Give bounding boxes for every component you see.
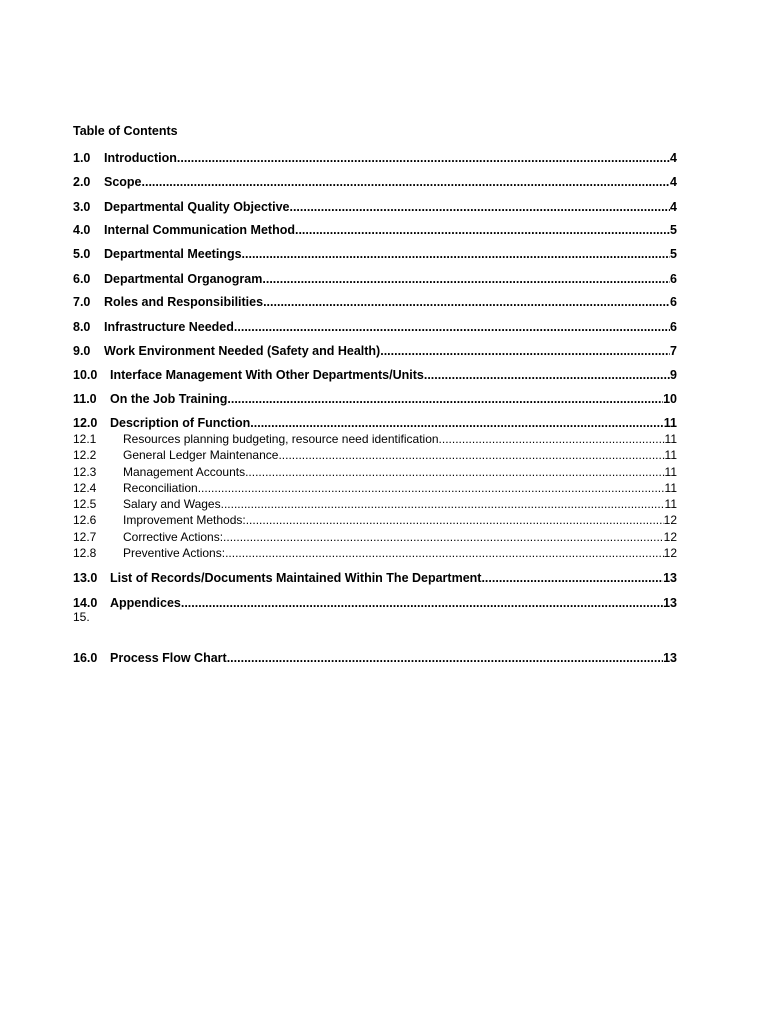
- toc-subentry-label: Preventive Actions:: [123, 546, 226, 560]
- toc-subentry-resources-planning[interactable]: [73, 432, 677, 447]
- toc-subentry-number: 12.1: [73, 432, 97, 446]
- toc-entry-page: 4: [670, 151, 677, 165]
- toc-stray-number: 15.: [73, 610, 90, 624]
- toc-subentry-label: Management Accounts: [123, 465, 246, 479]
- toc-entry-number: 13.0: [73, 571, 98, 585]
- toc-entry-number: 2.0: [73, 175, 91, 189]
- toc-entry-label: Appendices: [110, 596, 181, 610]
- toc-subentry-label: Salary and Wages: [123, 497, 221, 511]
- toc-leader-dots: [262, 271, 670, 287]
- toc-entry-scope[interactable]: [73, 174, 677, 190]
- toc-leader-dots: [246, 513, 664, 528]
- toc-subentry-page: 11: [664, 481, 677, 495]
- toc-subentry-page: 11: [664, 432, 677, 446]
- toc-entry-page: 5: [670, 223, 677, 237]
- toc-subentry-number: 12.5: [73, 497, 97, 511]
- toc-subentry-page: 11: [664, 497, 677, 511]
- toc-entry-records-documents[interactable]: [73, 570, 677, 586]
- toc-entry-number: 3.0: [73, 200, 91, 214]
- toc-title: Table of Contents: [73, 124, 178, 138]
- toc-entry-number: 7.0: [73, 295, 91, 309]
- toc-entry-page: 13: [663, 651, 677, 665]
- toc-entry-quality-objective[interactable]: [73, 199, 677, 215]
- toc-entry-number: 8.0: [73, 320, 91, 334]
- toc-entry-label: Departmental Organogram: [104, 272, 263, 286]
- toc-entry-infrastructure[interactable]: [73, 319, 677, 335]
- toc-entry-process-flow-chart[interactable]: [73, 650, 677, 666]
- toc-entry-label: Work Environment Needed (Safety and Health): [104, 344, 381, 358]
- toc-leader-dots: [227, 391, 663, 407]
- toc-subentry-page: 11: [664, 465, 677, 479]
- toc-entry-label: Description of Function: [110, 416, 251, 430]
- toc-subentry-general-ledger[interactable]: [73, 448, 677, 463]
- toc-entry-description-of-function[interactable]: [73, 415, 677, 431]
- toc-subentry-salary-wages[interactable]: [73, 497, 677, 512]
- toc-leader-dots: [198, 481, 665, 496]
- toc-entry-label: Interface Management With Other Departments/Units: [110, 368, 424, 382]
- toc-entry-organogram[interactable]: [73, 271, 677, 287]
- toc-entry-number: 11.0: [73, 392, 97, 406]
- toc-entry-number: 16.0: [73, 651, 98, 665]
- toc-entry-page: 10: [663, 392, 677, 406]
- toc-entry-page: 9: [670, 368, 677, 382]
- toc-leader-dots: [380, 343, 670, 359]
- toc-subentry-page: 12: [663, 530, 677, 544]
- toc-leader-dots: [234, 319, 670, 335]
- toc-entry-number: 10.0: [73, 368, 98, 382]
- toc-subentry-label: Improvement Methods:: [123, 513, 246, 527]
- toc-entry-introduction[interactable]: [73, 150, 677, 166]
- toc-subentry-reconciliation[interactable]: [73, 481, 677, 496]
- toc-entry-page: 11: [663, 416, 677, 430]
- toc-entry-job-training[interactable]: [73, 391, 677, 407]
- toc-subentry-management-accounts[interactable]: [73, 465, 677, 480]
- toc-leader-dots: [481, 570, 663, 586]
- toc-entry-work-environment[interactable]: [73, 343, 677, 359]
- toc-entry-appendices[interactable]: [73, 595, 677, 611]
- toc-entry-page: 4: [670, 175, 677, 189]
- toc-subentry-label: Corrective Actions:: [123, 530, 224, 544]
- toc-leader-dots: [181, 595, 663, 611]
- toc-subentry-page: 12: [663, 546, 677, 560]
- toc-leader-dots: [424, 367, 670, 383]
- toc-leader-dots: [250, 415, 664, 431]
- toc-subentry-label: General Ledger Maintenance: [123, 448, 279, 462]
- toc-leader-dots: [223, 530, 664, 545]
- toc-leader-dots: [278, 448, 664, 463]
- toc-subentry-number: 12.4: [73, 481, 97, 495]
- toc-entry-number: 5.0: [73, 247, 91, 261]
- toc-subentry-preventive-actions[interactable]: [73, 546, 677, 561]
- toc-leader-dots: [242, 246, 671, 262]
- toc-leader-dots: [227, 650, 663, 666]
- toc-entry-communication-method[interactable]: [73, 222, 677, 238]
- toc-subentry-label: Resources planning budgeting, resource need identification: [123, 432, 439, 446]
- toc-subentry-number: 12.8: [73, 546, 97, 560]
- toc-subentry-label: Reconciliation: [123, 481, 198, 495]
- toc-leader-dots: [289, 199, 670, 215]
- toc-entry-roles[interactable]: [73, 294, 677, 310]
- toc-subentry-improvement-methods[interactable]: [73, 513, 677, 528]
- toc-entry-page: 6: [670, 295, 677, 309]
- toc-leader-dots: [263, 294, 670, 310]
- toc-leader-dots: [245, 465, 664, 480]
- toc-entry-number: 1.0: [73, 151, 91, 165]
- toc-subentry-number: 12.3: [73, 465, 97, 479]
- toc-entry-page: 7: [670, 344, 677, 358]
- toc-subentry-page: 11: [664, 448, 677, 462]
- toc-entry-meetings[interactable]: [73, 246, 677, 262]
- toc-entry-label: Introduction: [104, 151, 177, 165]
- toc-entry-label: Departmental Quality Objective: [104, 200, 290, 214]
- toc-entry-page: 6: [670, 272, 677, 286]
- toc-entry-label: Internal Communication Method: [104, 223, 295, 237]
- toc-leader-dots: [295, 222, 670, 238]
- toc-leader-dots: [225, 546, 664, 561]
- toc-leader-dots: [439, 432, 665, 447]
- toc-entry-number: 6.0: [73, 272, 91, 286]
- toc-entry-label: Process Flow Chart: [110, 651, 227, 665]
- toc-leader-dots: [221, 497, 665, 512]
- toc-entry-number: 4.0: [73, 223, 91, 237]
- toc-subentry-number: 12.6: [73, 513, 97, 527]
- toc-entry-label: On the Job Training: [110, 392, 228, 406]
- toc-subentry-page: 12: [663, 513, 677, 527]
- toc-entry-number: 9.0: [73, 344, 91, 358]
- toc-entry-page: 13: [663, 596, 677, 610]
- toc-entry-label: Infrastructure Needed: [104, 320, 234, 334]
- toc-subentry-number: 12.2: [73, 448, 97, 462]
- toc-entry-page: 13: [663, 571, 677, 585]
- toc-entry-label: Roles and Responsibilities: [104, 295, 264, 309]
- toc-entry-label: List of Records/Documents Maintained Within The Department: [110, 571, 482, 585]
- toc-entry-label: Departmental Meetings: [104, 247, 242, 261]
- toc-entry-page: 5: [670, 247, 677, 261]
- toc-leader-dots: [142, 174, 671, 190]
- toc-entry-number: 12.0: [73, 416, 98, 430]
- toc-subentry-corrective-actions[interactable]: [73, 530, 677, 545]
- toc-entry-page: 6: [670, 320, 677, 334]
- toc-leader-dots: [177, 150, 670, 166]
- toc-entry-page: 4: [670, 200, 677, 214]
- toc-entry-label: Scope: [104, 175, 142, 189]
- toc-subentry-number: 12.7: [73, 530, 97, 544]
- toc-entry-number: 14.0: [73, 596, 98, 610]
- toc-entry-interface-management[interactable]: [73, 367, 677, 383]
